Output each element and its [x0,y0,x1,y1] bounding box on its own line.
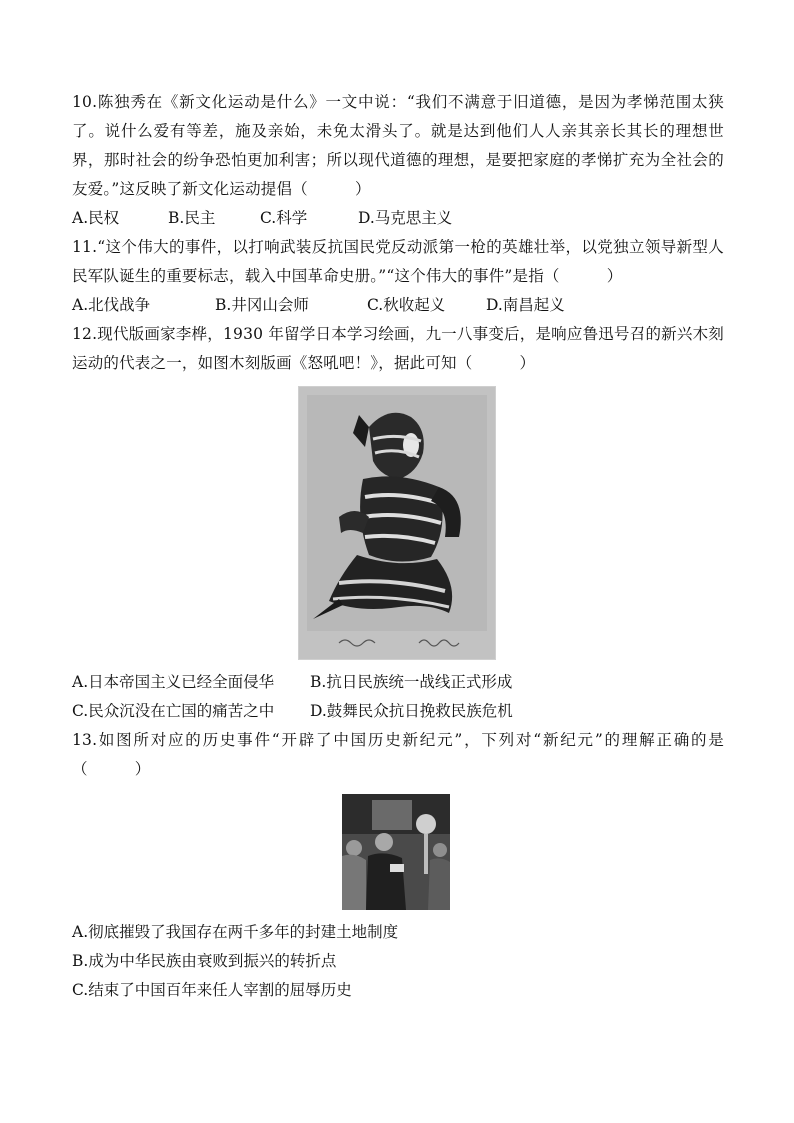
question-11-options [72,291,724,320]
question-12-stem: 12.现代版画家李桦，1930 年留学日本学习绘画，九一八事变后，是响应鲁迅号召的新兴木刻运动的代表之一，如图木刻版画《怒吼吧！》，据此可知（ ） [72,325,724,372]
question-12-options-row1 [72,668,724,697]
q10-option-d[interactable]: D.马克思主义 [358,209,453,227]
question-10-stem: 10.陈独秀在《新文化运动是什么》一文中说：“我们不满意于旧道德，是因为孝悌范围太狭了。说什么爱有等差，施及亲始，未免太滑头了。就是达到他们人人亲其亲长其长的理想世界，那时社会的纷争恐怕更加利害；所以现代道德的理想，是要把家庭的孝悌扩充为全社会的友爱。”这反映了新文化运动提倡（ ） [72,93,724,198]
question-13-stem: 13.如图所对应的历史事件“开辟了中国历史新纪元”，下列对“新纪元”的理解正确的是（ ） [72,731,724,778]
question-12-options-row2 [72,697,724,726]
q12-option-b[interactable]: B.抗日民族统一战线正式形成 [310,673,513,691]
woodcut-figure-illustration [299,387,495,659]
q13-option-c[interactable]: C.结束了中国百年来任人宰割的屈辱历史 [72,981,352,999]
q13-option-b[interactable]: B.成为中华民族由衰败到振兴的转折点 [72,952,337,970]
woodcut-roar-image [298,386,496,660]
q12-option-c[interactable]: C.民众沉没在亡国的痛苦之中 [72,702,275,720]
q12-option-a[interactable]: A.日本帝国主义已经全面侵华 [72,673,275,691]
q12-option-d[interactable]: D.鼓舞民众抗日挽救民族危机 [310,702,513,720]
q13-option-a[interactable]: A.彻底摧毁了我国存在两千多年的封建土地制度 [72,923,399,941]
q11-option-d[interactable]: D.南昌起义 [486,296,565,314]
q11-option-c[interactable]: C.秋收起义 [367,296,446,314]
question-content [72,88,724,1005]
founding-ceremony-photo [342,794,450,910]
q10-option-b[interactable]: B.民主 [168,209,216,227]
question-10-options [72,204,724,233]
ceremony-photo-illustration [342,794,450,910]
q10-option-c[interactable]: C.科学 [260,209,308,227]
q10-option-a[interactable]: A.民权 [72,209,120,227]
q11-option-b[interactable]: B.井冈山会师 [215,296,309,314]
q11-option-a[interactable]: A.北伐战争 [72,296,151,314]
question-11-stem: 11.“这个伟大的事件，以打响武装反抗国民党反动派第一枪的英雄壮举，以党独立领导新型人民军队诞生的重要标志，载入中国革命史册。”“这个伟大的事件”是指（ ） [72,238,724,285]
